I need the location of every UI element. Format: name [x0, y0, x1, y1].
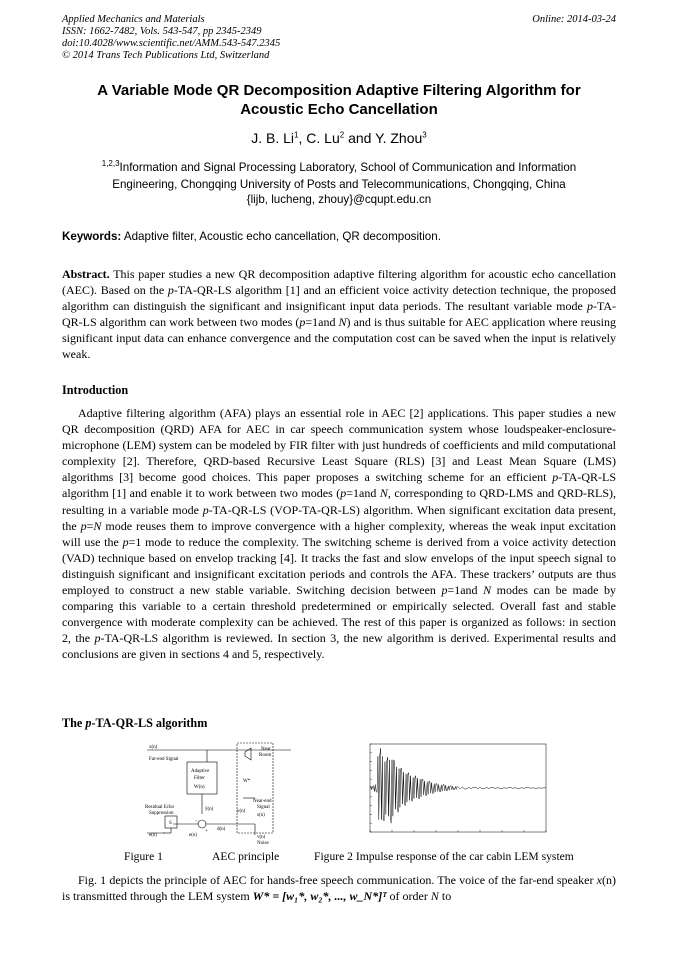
author-3: and Y. Zhou [344, 130, 423, 146]
room-label: Room [259, 753, 272, 758]
near-label: Near [261, 747, 271, 752]
italic-p: p [80, 518, 87, 533]
intro-text: Adaptive filtering algorithm (AFA) plays an essential role in AEC [2] applications. This paper studies a new QR decomposition (QRD) AFA for AEC in car speech communication system whose loudspeaker-enclosure-microphone (LEM) system can be modeled by FIR filter with just hundreds of coefficients and mild computational complexity [2]. Therefore, QRD-based Recursive Least Square (RLS) [3] and Least Mean Square (LMS) algorithms [3] become good choices. This paper proposes a switching scheme for an efficient [62, 406, 616, 485]
e2-label: e(n) [189, 833, 198, 838]
filter-label: Filter [194, 776, 205, 781]
abstract-text: -TA-QR-LS algorithm [1] and an efficient voice activity detection technique, the proposed algorithm can distinguish the significant and insignificant input data periods. The resultant variable mode [62, 283, 616, 314]
author-1: J. B. Li [251, 130, 295, 146]
title-line-1: A Variable Mode QR Decomposition Adaptive Filtering Algorithm for [97, 82, 581, 99]
v-label: v(n) [257, 835, 266, 840]
italic-p: p [299, 315, 306, 330]
italic-n: N [93, 518, 102, 533]
y-ticks [370, 744, 372, 832]
intro-text: -TA-QR-LS algorithm is reviewed. In section 3, the new algorithm is derived. Experimental results and conclusions are given in sections 4 and 5, respectively. [62, 631, 616, 662]
keywords-text: Adaptive filter, Acoustic echo cancellation, QR decomposition. [121, 230, 441, 243]
intro-text: -TA-QR-LS (VOP-TA-QR-LS) algorithm. When significant excitation data present, the [62, 502, 616, 533]
title-line-2: Acoustic Echo Cancellation [240, 100, 438, 118]
suppression-label: Suppression [149, 811, 174, 816]
body-text: is transmitted through the LEM system [62, 889, 253, 904]
keywords [62, 230, 616, 243]
abstract-label: Abstract. [62, 267, 110, 281]
abstract-text: This paper studies a new QR decomposition adaptive filtering algorithm for acoustic echo cancellation (AEC). Based on the [62, 267, 616, 298]
italic-p: p [441, 583, 448, 598]
plot-frame [370, 744, 546, 832]
figure-1-caption-title: AEC principle [212, 850, 280, 863]
abstract [62, 266, 616, 363]
affiliation-sup: 1,2,3 [101, 159, 120, 168]
yhat-label: ŷ(n) [205, 807, 214, 812]
intro-text: mode reuses them to improve convergence with a higher complexity, whereas the weak input excitation will use the [62, 518, 616, 549]
intro-text: =1 mode to reduce the complexity. The switching scheme is derived from a voice activity detection (VAD) technique based on envelop tracking [4]. It tracks the fast and slow envelops of the input speech signal to distinguish significant and insignificant excitation periods and controls the AFA. These trackers’ outputs are thus employed to construct a new stable variable. Switching decision between [62, 534, 616, 598]
doi: doi:10.4028/www.scientific.net/AMM.543-547.2345 [62, 38, 281, 49]
body-paragraph [62, 872, 616, 904]
author-2-sup: 2 [339, 130, 345, 140]
intro-text: = [86, 518, 94, 533]
italic-p: p [167, 283, 174, 298]
online-date: Online: 2014-03-24 [532, 14, 616, 25]
figure-1-aec-diagram [143, 740, 293, 846]
y-label: y(n) [237, 809, 246, 814]
intro-text: modes can be made by comparing this variable to a certain threshold predetermined or empirically selected. Overall fast and stable convergence with moderate complexity can be achieved. The rest of this paper is organized as follows: in section 2, the [62, 583, 617, 646]
affiliation [62, 155, 616, 193]
italic-p: p [94, 631, 101, 646]
signal-label: Signal [257, 805, 270, 810]
keywords-label: Keywords: [62, 230, 122, 243]
affiliation-line-1: Information and Signal Processing Laboratory, School of Communication and Information [119, 160, 577, 174]
near-end-label: Near-end [253, 799, 272, 804]
ss-label: S [169, 821, 172, 826]
italic-n: N [338, 315, 347, 330]
heading-text: -TA-QR-LS algorithm [91, 716, 208, 730]
figure-1-caption-number: Figure 1 [124, 850, 163, 863]
copyright: © 2014 Trans Tech Publications Ltd, Switzerland [62, 50, 270, 61]
author-emails[interactable]: {lijb, lucheng, zhouy}@cqupt.edu.cn [246, 193, 432, 206]
italic-p: p [202, 502, 209, 517]
italic-x: x [596, 873, 602, 887]
author-2: , C. Lu [298, 130, 340, 146]
abstract-text: -TA-QR-LS algorithm can work between two modes ( [62, 299, 616, 330]
italic-n: N [430, 889, 439, 904]
e-label: e(n) [149, 833, 158, 838]
intro-text: , corresponding to QRD-LMS and QRD-RLS), resulting in a variable mode [62, 486, 616, 517]
authors [62, 130, 616, 146]
issn: ISSN: 1662-7482, Vols. 543-547, pp 2345-2349 [62, 26, 262, 37]
minus-sign: − [195, 819, 198, 824]
intro-text: =1and [447, 583, 484, 598]
section-heading-p-ta-qr-ls [62, 716, 207, 731]
section-heading-introduction: Introduction [62, 383, 129, 397]
d-label: d(n) [217, 827, 226, 832]
affiliation-line-2: Engineering, Chongqing University of Posts and Telecommunications, Chongqing, China [112, 177, 566, 191]
body-text: Fig. 1 depicts the principle of AEC for hands-free speech communication. The voice of the far-end speaker [78, 873, 597, 887]
equation-w: W* = [w₁*, w₂*, ..., w_N*]ᵀ [252, 889, 387, 904]
introduction-body [62, 405, 616, 663]
plus-sign: + [205, 829, 208, 834]
paper-title [62, 82, 616, 119]
far-end-label: Far-end Signal [149, 757, 179, 762]
s-label: s(n) [257, 813, 265, 818]
abstract-text: =1and [305, 315, 339, 330]
italic-n: N [379, 486, 388, 501]
wstar-label: W* [243, 779, 251, 784]
intro-text: -TA-QR-LS algorithm [1] and enable it to work between two modes ( [62, 470, 616, 501]
impulse-response-series [370, 748, 546, 823]
x-label: x(n) [149, 745, 158, 750]
adaptive-label: Adaptive [191, 769, 210, 774]
italic-n: N [483, 583, 492, 598]
body-text: (n) [602, 873, 616, 887]
abstract-text: ) and is thus suitable for AEC application where reusing significant input data can enhance convergence and the computation cost can be saved when the input is relatively weak. [62, 315, 616, 362]
italic-p: p [340, 486, 347, 501]
body-text: to [438, 889, 452, 904]
noise-label: Noise [257, 841, 269, 846]
residual-label: Residual Echo [145, 805, 175, 810]
italic-p: p [85, 716, 92, 730]
intro-text: =1and [346, 486, 380, 501]
italic-p: p [552, 470, 559, 485]
italic-p: p [122, 534, 129, 549]
body-text: of order [386, 889, 431, 904]
author-3-sup: 3 [422, 130, 427, 140]
x-ticks [370, 830, 546, 832]
heading-text: The [62, 716, 86, 730]
journal-name: Applied Mechanics and Materials [62, 14, 205, 25]
journal-header [62, 14, 616, 62]
author-1-sup: 1 [294, 130, 299, 140]
figure-2-impulse-response [346, 740, 550, 840]
w-label: W(n) [194, 785, 205, 790]
figure-2-caption: Figure 2 Impulse response of the car cabin LEM system [314, 850, 574, 863]
italic-p: p [586, 299, 593, 314]
